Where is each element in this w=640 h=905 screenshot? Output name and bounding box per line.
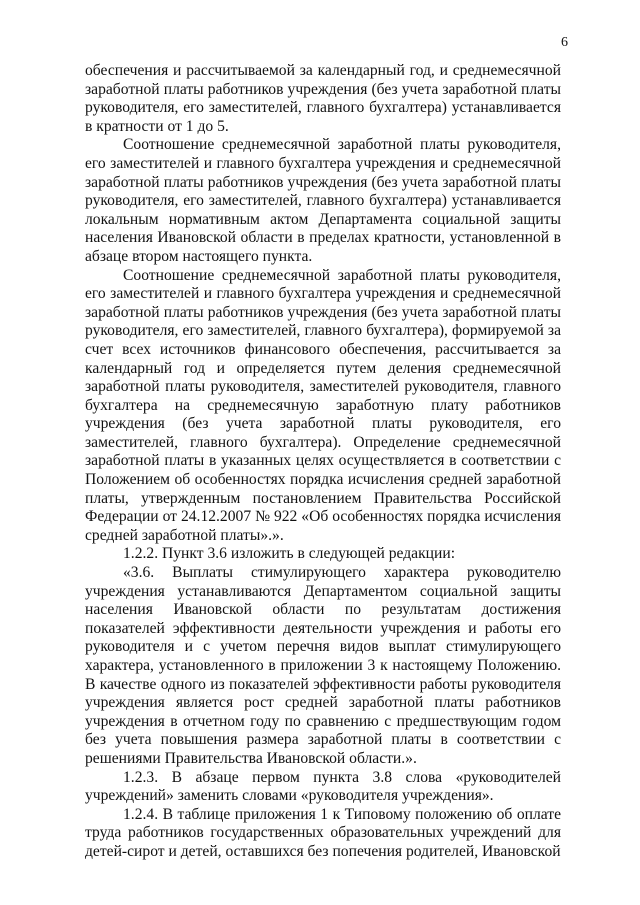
paragraph-ratio-local-act: Соотношение среднемесячной заработной платы руководителя, его заместителей и главного бухгалтера учреждения и среднемесячной заработной платы работников учреждения (без учета заработной платы руководителя, его заместителей, главного бухгалтера) устанавливается локальным нормативным актом Департамента социальной защиты населения Ивановской области в пределах кратности, установленной в абзаце втором настоящего пункта. xyxy=(85,136,561,265)
paragraph-item-1-2-3: 1.2.3. В абзаце первом пункта 3.8 слова «руководителей учреждений» заменить словами «руководителя учреждения». xyxy=(85,768,561,805)
page-number: 6 xyxy=(561,35,568,50)
paragraph-item-1-2-2: 1.2.2. Пункт 3.6 изложить в следующей редакции: xyxy=(123,545,456,563)
paragraph-item-3-6: «3.6. Выплаты стимулирующего характера руководителю учреждения устанавливаются Департаментом социальной защиты населения Ивановской области по результатам достижения показателей эффективности деятельности учреждения и работы его руководителя и с учетом перечня видов выплат стимулирующего характера, установленного в приложении 3 к настоящему Положению. В качестве одного из показателей эффективности работы руководителя учреждения является рост средней заработной платы работников учреждения в отчетном году по сравнению с предшествующим годом без учета повышения размера заработной платы в соответствии с решениями Правительства Ивановской области.». xyxy=(85,564,561,767)
paragraph-continuation: обеспечения и рассчитываемой за календарный год, и среднемесячной заработной платы работников учреждения (без учета заработной платы руководителя, его заместителей, главного бухгалтера) устанавливается в кратности от 1 до 5. xyxy=(85,62,561,135)
paragraph-item-1-2-4: 1.2.4. В таблице приложения 1 к Типовому положению об оплате труда работников государственных образовательных учреждений для детей-сирот и детей, оставшихся без попечения родителей, Ивановской xyxy=(85,805,561,860)
document-body xyxy=(85,62,561,862)
paragraph-ratio-calculation: Соотношение среднемесячной заработной платы руководителя, его заместителей и главного бухгалтера учреждения и среднемесячной заработной платы работников учреждения (без учета заработной платы руководителя, его заместителей, главного бухгалтера), формируемой за счет всех источников финансового обеспечения, рассчитывается за календарный год и определяется путем деления среднемесячной заработной платы руководителя, заместителей руководителя, главного бухгалтера на среднемесячную заработную плату работников учреждения (без учета заработной платы руководителя, его заместителей, главного бухгалтера). Определение среднемесячной заработной платы в указанных целях осуществляется в соответствии с Положением об особенностях порядка исчисления средней заработной платы, утвержденным постановлением Правительства Российской Федерации от 24.12.2007 № 922 «Об особенностях порядка исчисления средней заработной платы».». xyxy=(85,266,561,544)
